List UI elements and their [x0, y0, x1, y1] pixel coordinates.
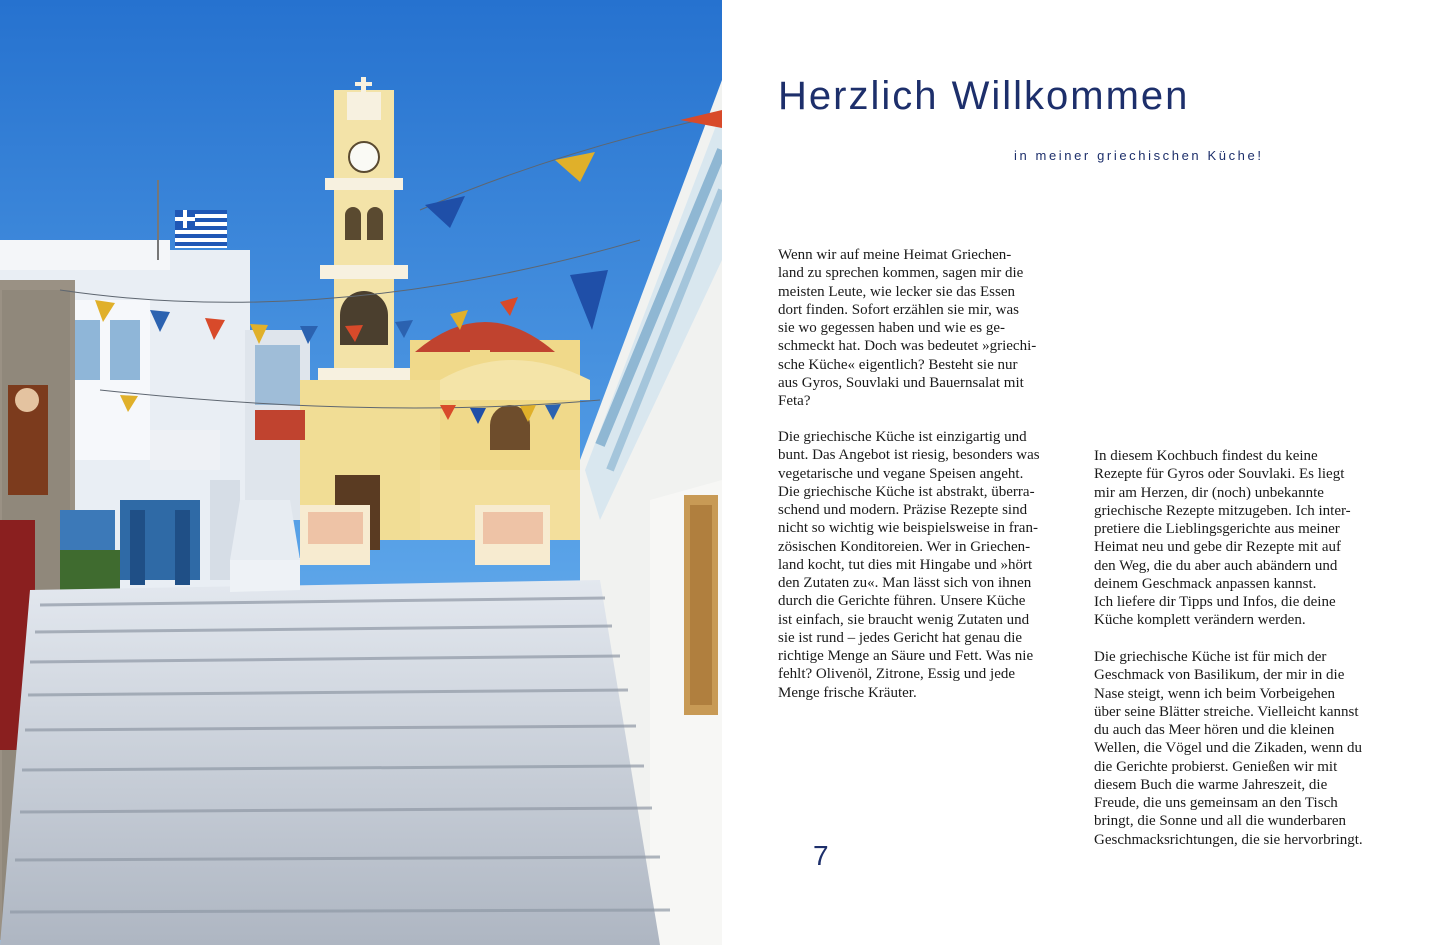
page-number: 7 — [813, 840, 829, 871]
paragraph-taste: Die griechische Küche ist für mich der Geschmack von Basilikum, der mir in die Nase steigt, wenn ich beim Vorbeigehen über seine Blätter streiche. Vielleicht kannst du auch das Meer hören und die kleinen Wellen, die Vögel und die Zikaden, wenn du die Gerichte probierst. Genießen wir mit diesem Buch die warme Jahreszeit, die Freude, die uns gemeinsam an den Tisch bringt, die Sonne und all die wunderbaren Geschmacksrichtungen, die sie hervorbringt. — [1094, 649, 1363, 848]
page-subtitle: in meiner griechischen Küche! — [1014, 148, 1264, 163]
paragraph-cuisine: Die griechische Küche ist einzigartig und bunt. Das Angebot ist riesig, besonders was vegetarische und vegane Speisen angeht. Die griechische Küche ist abstrakt, überra- schend und modern. Präzise Rezepte sind nicht so wichtig wie beispielsweise in fran- zösischen Konditoreien. Wer in Griechen- land kocht, tut dies mit Hingabe und »hört den Zutaten zu«. Man lässt sich von ihnen durch die Gerichte führen. Unsere Küche ist einfach, sie braucht wenig Zutaten und sie ist rund – jedes Gericht hat genau die richtige Menge an Säure und Fett. Was nie fehlt? Olivenöl, Zitrone, Essig und jede Menge frische Kräuter. — [778, 429, 1040, 701]
page-title: Herzlich Willkommen — [778, 74, 1190, 118]
greek-church-stairs-photo — [0, 0, 722, 945]
paragraph-intro: Wenn wir auf meine Heimat Griechen- land zu sprechen kommen, sagen mir die meisten Leute, wie lecker sie das Essen dort finden. Sofort erzählen sie mir, was sie wo gegessen haben und wie es ge- schmeckt hat. Doch was bedeutet »griechi- sche Küche« eigentlich? Besteht sie nur aus Gyros, Souvlaki und Bauernsalat mit Feta? — [778, 247, 1037, 409]
paragraph-cookbook: In diesem Kochbuch findest du keine Rezepte für Gyros oder Souvlaki. Es liegt mir am Herzen, dir (noch) unbekannte griechische Rezepte mitzugeben. Ich inter- pretiere die Lieblingsgerichte aus meiner Heimat neu und gebe dir Rezepte mit auf den Weg, die du aber auch abändern und deinem Geschmack anpassen kannst. Ich liefere dir Tipps und Infos, die deine Küche komplett verändern werden. — [1094, 448, 1351, 629]
